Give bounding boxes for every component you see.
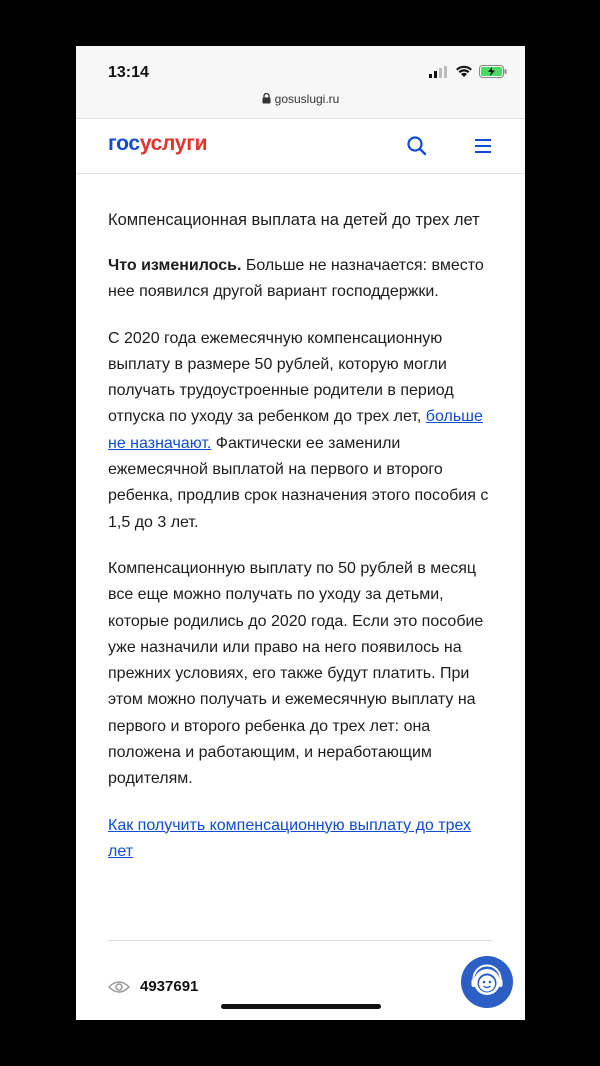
support-operator-icon	[461, 956, 513, 1008]
views-counter	[108, 978, 198, 995]
phone-screen	[76, 46, 525, 1020]
url-bar[interactable]	[76, 92, 525, 106]
paragraph-2	[108, 326, 492, 536]
menu-button[interactable]	[470, 133, 496, 159]
support-chat-button[interactable]	[461, 956, 513, 1008]
search-icon	[404, 133, 430, 159]
gosuslugi-logo[interactable]	[108, 132, 207, 156]
hamburger-menu-icon	[470, 133, 496, 159]
logo-part-uslugi: услуги	[139, 132, 208, 155]
logo-part-gos: гос	[108, 132, 140, 155]
signal-icon	[429, 66, 449, 78]
search-button[interactable]	[404, 133, 430, 159]
no-longer-assigned-link[interactable]: больше не назначают.	[108, 408, 483, 452]
battery-charging-icon	[479, 65, 507, 78]
divider	[108, 940, 492, 941]
article-content	[108, 208, 492, 865]
paragraph-2-start: С 2020 года ежемесячную компенсационную выплату в размере 50 рублей, которую могли получать трудоустроенные родители в период отпуска по уходу за ребенком до трех лет,	[108, 329, 454, 426]
url-text: gosuslugi.ru	[274, 92, 340, 106]
status-icons	[429, 65, 507, 78]
what-changed-paragraph	[108, 253, 492, 306]
wifi-icon	[455, 65, 473, 78]
how-to-get-compensation-link[interactable]: Как получить компенсационную выплату до трех лет	[108, 816, 472, 860]
article-title: Компенсационная выплата на детей до трех лет	[108, 211, 480, 229]
what-changed-label: Что изменилось.	[108, 257, 242, 274]
status-time: 13:14	[108, 64, 149, 81]
site-header	[76, 118, 525, 174]
lock-icon	[262, 93, 271, 104]
paragraph-2-end: Фактически ее заменили ежемесячной выплатой на первого и второго ребенка, продлив срок назначения этого пособия с 1,5 до 3 лет.	[108, 434, 489, 531]
eye-icon	[108, 980, 130, 994]
status-bar	[76, 46, 525, 118]
what-changed-text: Больше не назначается: вместо нее появился другой вариант господдержки.	[108, 257, 484, 301]
home-indicator[interactable]	[221, 1004, 381, 1009]
paragraph-3: Компенсационную выплату по 50 рублей в месяц все еще можно получать по уходу за детьми, которые родились до 2020 года. Если это пособие уже назначили или право на него появилось на прежних условиях, его также будут платить. При этом можно получать и ежемесячную выплату на первого и второго ребенка до трех лет: она положена и работающим, и неработающим родителям.	[108, 559, 484, 788]
views-count: 4937691	[140, 978, 199, 995]
